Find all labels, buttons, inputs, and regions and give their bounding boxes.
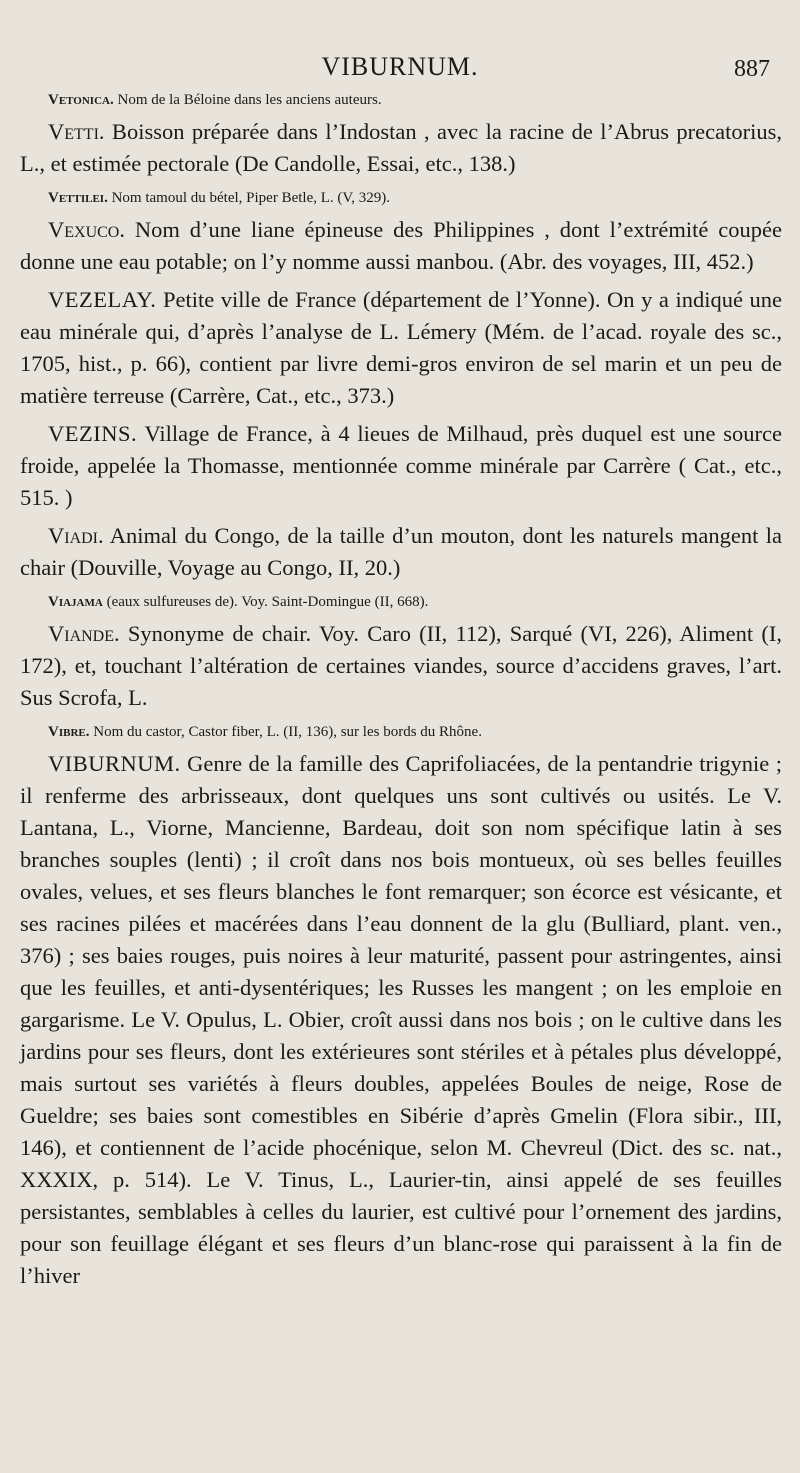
entry-viande — [20, 618, 782, 714]
dictionary-entries — [20, 88, 782, 1298]
entry-vetti — [20, 116, 782, 180]
entry-text: Nom d’une liane épineuse des Philippines , dont l’extrémité coupée donne une eau potable; on l’y nomme aussi manbou. (Abr. des voyages, III, 452.) — [20, 217, 782, 274]
entry-vezelay — [20, 284, 782, 412]
entry-text: Synonyme de chair. Voy. Caro (II, 112), Sarqué (VI, 226), Aliment (I, 172), et, touchant l’altération de certaines viandes, source d’accidens graves, l’art. Sus Scrofa, L. — [20, 621, 782, 710]
entry-text: Boisson préparée dans l’Indostan , avec la racine de l’Abrus precatorius, L., et estimée pectorale (De Candolle, Essai, etc., 138.) — [20, 119, 782, 176]
entry-text: Nom du castor, Castor fiber, L. (II, 136), sur les bords du Rhône. — [89, 724, 482, 740]
entry-headword: Vibre. — [48, 724, 90, 740]
entry-viajama — [20, 590, 782, 614]
entry-headword: VIBURNUM. — [48, 751, 181, 776]
entry-headword: Viande. — [48, 621, 120, 646]
entry-vibre — [20, 720, 782, 744]
page-header — [0, 52, 800, 88]
page-number: 887 — [734, 56, 770, 82]
running-title: VIBURNUM. — [321, 52, 479, 81]
entry-text: Animal du Congo, de la taille d’un mouton, dont les naturels mangent la chair (Douville, Voyage au Congo, II, 20.) — [20, 523, 782, 580]
entry-vezins — [20, 418, 782, 514]
entry-text: Nom tamoul du bétel, Piper Betle, L. (V, 329). — [107, 190, 391, 206]
entry-vexuco — [20, 214, 782, 278]
entry-text: Genre de la famille des Caprifoliacées, de la pentandrie trigynie ; il renferme des arbrisseaux, dont quelques uns sont cultivés ou usités. Le V. Lantana, L., Viorne, Mancienne, Bardeau, doit son nom spécifique latin à ses branches souples (lenti) ; il croît dans nos bois montueux, où ses belles feuilles ovales, velues, et ses fleurs blanches le font remarquer; son écorce est vésicante, et ses racines pilées et macérées dans l’eau donnent de la glu (Bulliard, plant. ven., 376) ; ses baies rouges, puis noires à leur maturité, passent pour astringentes, ainsi que les feuilles, et anti-dysentériques; les Russes les mangent ; on les emploie en gargarisme. Le V. Opulus, L. Obier, croît aussi dans nos bois ; on le cultive dans les jardins pour ses fleurs, dont les extérieures sont stériles et à pétales plus développé, mais surtout ses variétés à fleurs doubles, appelées Boules de neige, Rose de Gueldre; ses baies sont comestibles en Sibérie d’après Gmelin (Flora sibir., III, 146), et contiennent de l’acide phocénique, selon M. Chevreul (Dict. des sc. nat., XXXIX, p. 514). Le V. Tinus, L., Laurier-tin, ainsi appelé de ses feuilles persistantes, semblables à celles du laurier, est cultivé pour l’ornement des jardins, pour son feuillage élégant et ses fleurs d’un blanc-rose qui paraissent à la fin de l’hiver — [20, 751, 782, 1288]
entry-vetonica — [20, 88, 782, 112]
entry-headword: VEZELAY. — [48, 287, 157, 312]
entry-text: Petite ville de France (département de l’Yonne). On y a indiqué une eau minérale qui, d’après l’analyse de L. Lémery (Mém. de l’acad. royale des sc., 1705, hist., p. 66), contient par livre demi-gros environ de sel marin et un peu de matière terreuse (Carrère, Cat., etc., 373.) — [20, 287, 782, 408]
entry-text: (eaux sulfureuses de). Voy. Saint-Domingue (II, 668). — [102, 594, 429, 610]
entry-vettilei — [20, 186, 782, 210]
entry-text: Village de France, à 4 lieues de Milhaud, près duquel est une source froide, appelée la Thomasse, mentionnée comme minérale par Carrère ( Cat., etc., 515. ) — [20, 421, 782, 510]
entry-headword: Vetti. — [48, 119, 105, 144]
entry-headword: Vettilei. — [48, 190, 108, 206]
entry-viadi — [20, 520, 782, 584]
entry-headword: VEZINS. — [48, 421, 138, 446]
entry-headword: Vetonica. — [48, 92, 114, 108]
entry-viburnum — [20, 748, 782, 1292]
entry-headword: Viadi. — [48, 523, 104, 548]
entry-headword: Vexuco. — [48, 217, 125, 242]
entry-text: Nom de la Béloine dans les anciens auteurs. — [113, 92, 382, 108]
entry-headword: Viajama — [48, 594, 103, 610]
